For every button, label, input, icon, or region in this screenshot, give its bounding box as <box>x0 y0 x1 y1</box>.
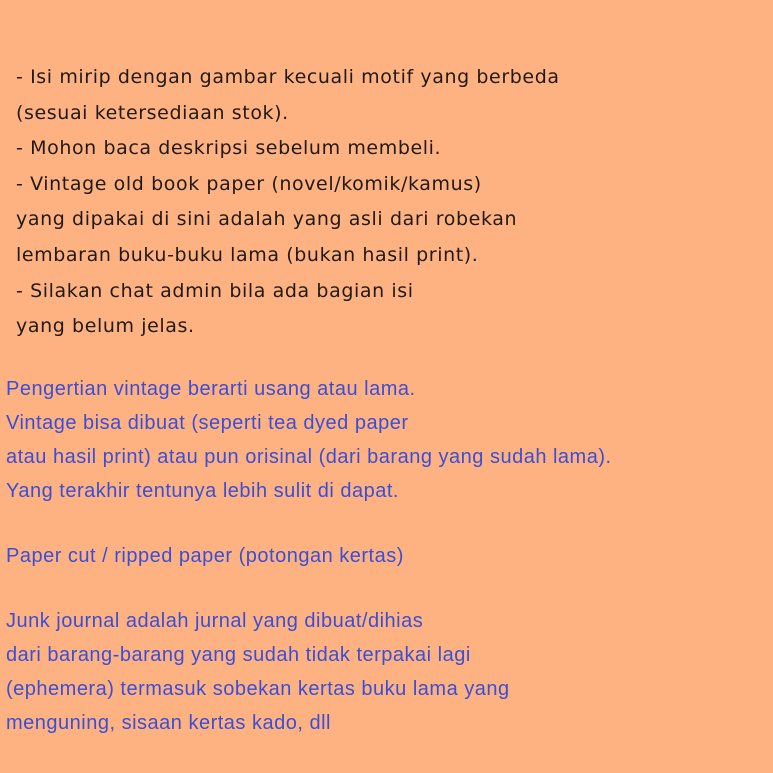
junk-journal-line: (ephemera) termasuk sobekan kertas buku lama yang <box>6 678 510 700</box>
vintage-line: Vintage bisa dibuat (seperti tea dyed paper <box>6 412 409 434</box>
paper-cut-line: Paper cut / ripped paper (potongan kertas) <box>6 545 404 567</box>
vintage-line: atau hasil print) atau pun orisinal (dari barang yang sudah lama). <box>6 446 612 468</box>
notes-line: - Vintage old book paper (novel/komik/kamus) <box>16 172 482 195</box>
notes-line: lembaran buku-buku lama (bukan hasil print). <box>16 243 479 266</box>
notes-line: (sesuai ketersediaan stok). <box>16 101 289 124</box>
junk-journal-definition <box>6 604 771 740</box>
notes-line: - Isi mirip dengan gambar kecuali motif yang berbeda <box>16 66 560 88</box>
junk-journal-line: Junk journal adalah jurnal yang dibuat/dihias <box>6 610 424 632</box>
notes-line: yang belum jelas. <box>16 315 195 338</box>
notes-line: - Silakan chat admin bila ada bagian isi <box>16 279 414 302</box>
notes-line: yang dipakai di sini adalah yang asli dari robekan <box>16 208 518 231</box>
vintage-line: Pengertian vintage berarti usang atau lama. <box>6 378 416 400</box>
paper-cut-definition <box>6 539 771 573</box>
notes-line: - Mohon baca deskripsi sebelum membeli. <box>16 137 442 160</box>
vintage-line: Yang terakhir tentunya lebih sulit di dapat. <box>6 480 399 502</box>
vintage-definition <box>6 372 771 508</box>
product-notes <box>16 60 756 345</box>
junk-journal-line: menguning, sisaan kertas kado, dll <box>6 712 331 734</box>
junk-journal-line: dari barang-barang yang sudah tidak terpakai lagi <box>6 644 471 666</box>
